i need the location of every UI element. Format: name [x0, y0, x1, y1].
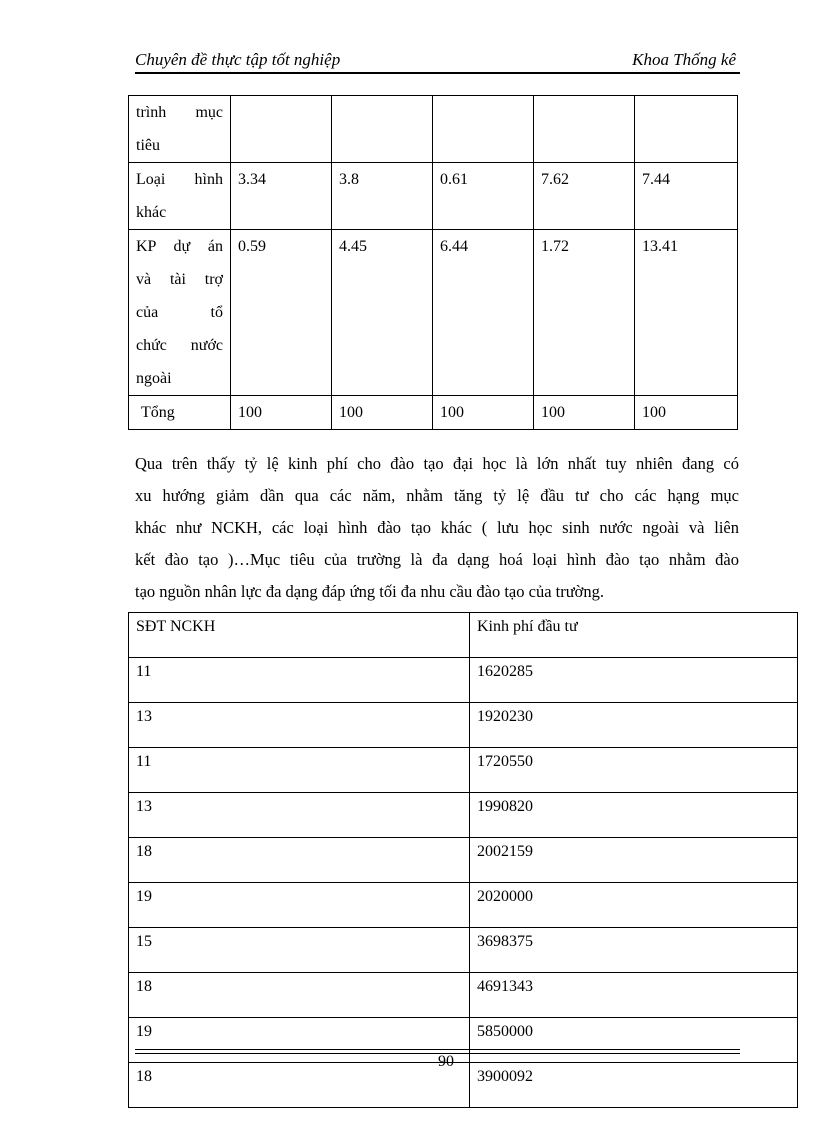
research-funding-table	[128, 612, 798, 1108]
row-label-line: của tổ	[136, 304, 223, 321]
table-row	[129, 883, 798, 928]
investment-cell: 4691343	[470, 973, 798, 1018]
table-cell: 1.72	[534, 230, 635, 396]
table-cell	[231, 96, 332, 163]
row-label-line: Tổng	[141, 404, 175, 421]
column-header-research-count: SĐT NCKH	[129, 613, 470, 658]
header-right-title: Khoa Thống kê	[632, 50, 736, 69]
table-cell	[332, 96, 433, 163]
table-cell: 100	[635, 396, 738, 430]
investment-cell: 1990820	[470, 793, 798, 838]
table-cell: 100	[433, 396, 534, 430]
research-count-cell: 11	[129, 658, 470, 703]
table-row	[129, 658, 798, 703]
table-row	[129, 703, 798, 748]
table-row	[129, 230, 738, 396]
research-count-cell: 15	[129, 928, 470, 973]
paragraph-line: kết đào tạo )…Mục tiêu của trường là đa dạng hoá loại hình đào tạo nhằm đào	[135, 550, 739, 569]
paragraph-line: khác như NCKH, các loại hình đào tạo khác ( lưu học sinh nước ngoài và liên	[135, 518, 739, 537]
header-left-title: Chuyên đề thực tập tốt nghiệp	[135, 50, 341, 69]
table-cell	[635, 96, 738, 163]
row-label-line: KP dự án	[136, 238, 223, 255]
table-cell: 6.44	[433, 230, 534, 396]
research-count-cell: 13	[129, 703, 470, 748]
table-header-row	[129, 613, 798, 658]
table-cell: 100	[231, 396, 332, 430]
table-row	[129, 928, 798, 973]
table-row	[129, 96, 738, 163]
table-cell: 7.62	[534, 163, 635, 230]
table-cell: 0.59	[231, 230, 332, 396]
paragraph-line: tạo nguồn nhân lực đa dạng đáp ứng tối đa nhu cầu đào tạo của trường.	[135, 582, 605, 601]
row-label	[129, 396, 231, 430]
investment-cell: 5850000	[470, 1018, 798, 1063]
table-cell: 100	[534, 396, 635, 430]
investment-cell: 2002159	[470, 838, 798, 883]
table-cell: 7.44	[635, 163, 738, 230]
row-label-line: Loại hình	[136, 171, 223, 188]
table-row	[129, 163, 738, 230]
table-row	[129, 748, 798, 793]
table-cell: 3.8	[332, 163, 433, 230]
column-header-investment: Kinh phí đầu tư	[470, 613, 798, 658]
row-label	[129, 230, 231, 396]
row-label-line: trình mục	[136, 104, 223, 121]
investment-cell: 1720550	[470, 748, 798, 793]
paragraph-line: xu hướng giảm dần qua các năm, nhằm tăng tỷ lệ đầu tư cho các hạng mục	[135, 486, 739, 505]
row-label-line: tiêu	[136, 137, 160, 154]
table-cell	[433, 96, 534, 163]
table-row	[129, 838, 798, 883]
row-label	[129, 163, 231, 230]
table-row	[129, 973, 798, 1018]
research-count-cell: 18	[129, 1063, 470, 1108]
row-label-line: ngoài	[136, 370, 172, 387]
research-count-cell: 18	[129, 838, 470, 883]
research-count-cell: 19	[129, 883, 470, 928]
row-label-line: khác	[136, 204, 167, 221]
table-cell: 3.34	[231, 163, 332, 230]
row-label	[129, 96, 231, 163]
page-number: 90	[438, 1053, 454, 1070]
row-label-line: và tài trợ	[136, 271, 223, 288]
analysis-paragraph	[135, 448, 739, 608]
investment-cell: 1620285	[470, 658, 798, 703]
page-header	[135, 50, 740, 74]
investment-cell: 3900092	[470, 1063, 798, 1108]
table-cell: 13.41	[635, 230, 738, 396]
table-cell	[534, 96, 635, 163]
investment-cell: 1920230	[470, 703, 798, 748]
investment-cell: 3698375	[470, 928, 798, 973]
research-count-cell: 18	[129, 973, 470, 1018]
investment-cell: 2020000	[470, 883, 798, 928]
research-count-cell: 19	[129, 1018, 470, 1063]
table-row	[129, 793, 798, 838]
table-cell: 0.61	[433, 163, 534, 230]
table-row	[129, 396, 738, 430]
research-count-cell: 13	[129, 793, 470, 838]
table-cell: 100	[332, 396, 433, 430]
research-count-cell: 11	[129, 748, 470, 793]
paragraph-line: Qua trên thấy tỷ lệ kinh phí cho đào tạo đại học là lớn nhất tuy nhiên đang có	[135, 454, 739, 473]
row-label-line: chức nước	[136, 337, 223, 354]
table-cell: 4.45	[332, 230, 433, 396]
funding-ratio-table	[128, 95, 738, 430]
